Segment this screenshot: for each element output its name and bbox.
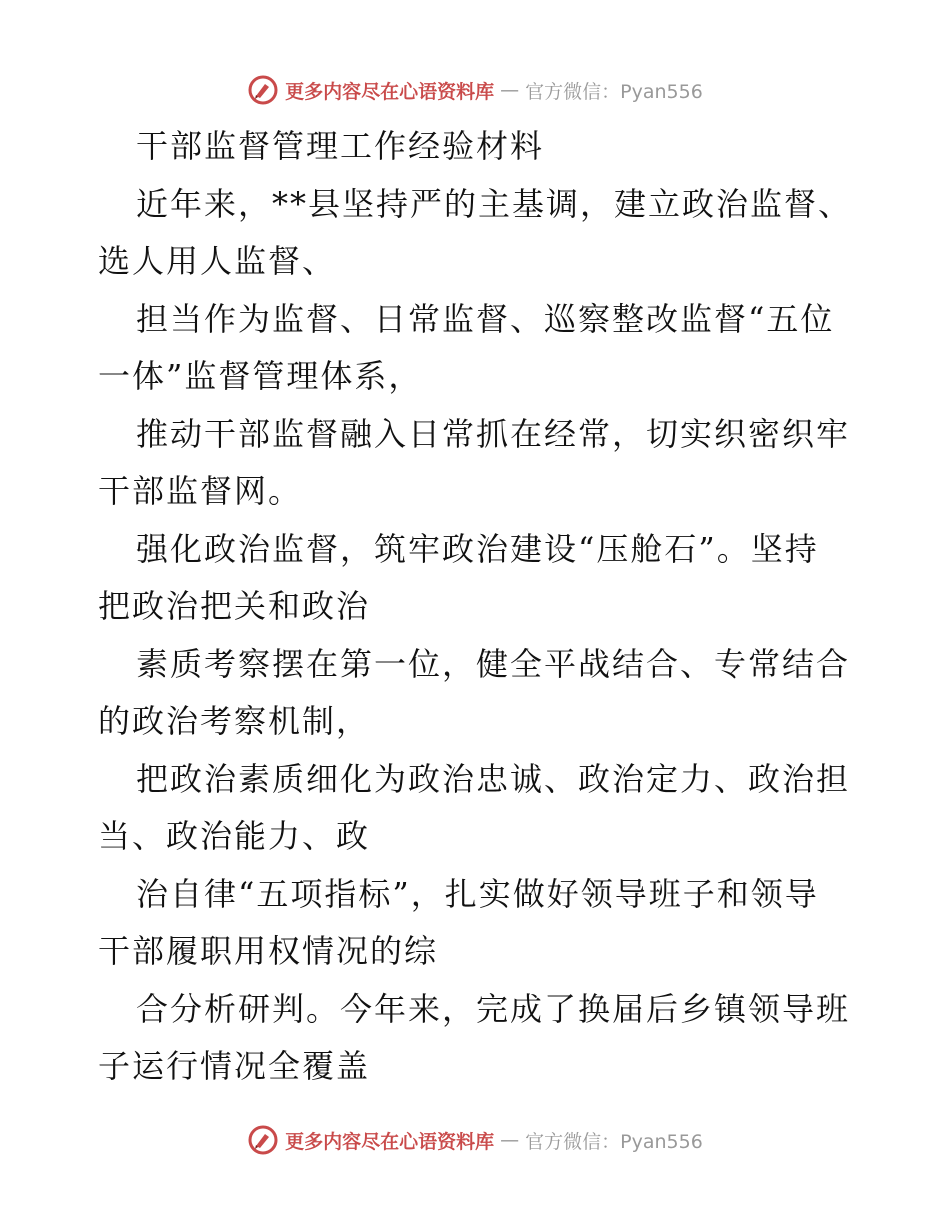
text-line: 近年来，**县坚持严的主基调，建立政治监督、 — [136, 184, 853, 223]
text-line: 当、政治能力、政 — [98, 817, 371, 855]
text-line: 干部履职用权情况的综 — [98, 932, 439, 970]
watermark-contact: 官方微信：Pyan556 — [525, 80, 703, 103]
text-line: 的政治考察机制， — [98, 702, 371, 740]
document-title: 干部监督管理工作经验材料 — [136, 127, 545, 165]
watermark-footer — [0, 1120, 950, 1160]
text-line: 推动干部监督融入日常抓在经常，切实织密织牢 — [136, 414, 851, 453]
text-line: 强化政治监督，筑牢政治建设“压舱石”。坚持 — [136, 529, 819, 568]
watermark-dash: — — [500, 1129, 520, 1151]
text-line: 合分析研判。今年来，完成了换届后乡镇领导班 — [136, 989, 851, 1028]
brand-logo-icon — [247, 1124, 279, 1156]
text-line: 把政治把关和政治 — [98, 587, 371, 625]
watermark-header — [0, 70, 950, 110]
text-line: 子运行情况全覆盖 — [98, 1047, 371, 1085]
text-line: 担当作为监督、日常监督、巡察整改监督“五位 — [136, 299, 835, 338]
document-body — [98, 118, 858, 1096]
text-line: 治自律“五项指标”，扎实做好领导班子和领导 — [136, 874, 819, 913]
text-line: 素质考察摆在第一位，健全平战结合、专常结合 — [136, 644, 851, 683]
watermark-brand-text: 更多内容尽在心语资料库 — [285, 80, 495, 103]
brand-logo-icon — [247, 74, 279, 106]
watermark-brand-text: 更多内容尽在心语资料库 — [285, 1130, 495, 1153]
watermark-dash: — — [500, 79, 520, 101]
text-line: 选人用人监督、 — [98, 242, 337, 280]
text-line: 一体”监督管理体系， — [98, 357, 423, 395]
text-line: 把政治素质细化为政治忠诚、政治定力、政治担 — [136, 759, 851, 798]
watermark-contact: 官方微信：Pyan556 — [525, 1130, 703, 1153]
text-line: 干部监督网。 — [98, 472, 303, 510]
